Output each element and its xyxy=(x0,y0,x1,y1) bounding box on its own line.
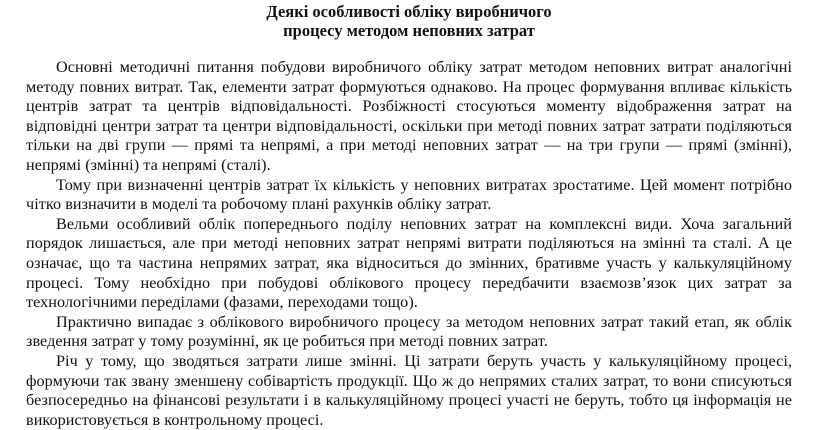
title-spacing xyxy=(26,40,792,58)
title-line-2: процесу методом неповних затрат xyxy=(283,21,535,40)
paragraph-4: Практично випадає з облікового виробничого процесу за методом неповних затрат такий етап, як облік зведення затрат у тому розумінні, як це робиться при методі повних затрат. xyxy=(26,312,792,351)
title-line-1: Деякі особливості обліку виробничого xyxy=(266,2,552,21)
paragraph-5: Річ у тому, що зводяться затрати лише змінні. Ці затрати беруть участь у калькуляційному процесі, формуючи так звану зменшену собівартість продукції. Що ж до непрямих сталих затрат, то вони списуються безпосередньо на фінансові результати і в калькуляційному процесі участі не беруть, тобто ця інформація не використовується в контрольному процесі. xyxy=(26,351,792,429)
document-title xyxy=(26,2,792,40)
paragraph-1: Основні методичні питання побудови виробничого обліку затрат методом неповних витрат аналогічні методу повних витрат. Так, елементи затрат формуються однаково. На процес формування впливає кількість центрів затрат та центрів відповідальності. Розбіжності стосуються моменту відображення затрат на відповідні центри затрат та центри відповідальності, оскільки при методі повних затрат затрати поділяються тільки на дві групи — прямі та непрямі, а при методі неповних затрат — на три групи — прямі (змінні), непрямі (змінні) та непрямі (сталі). xyxy=(26,58,792,174)
paragraph-2: Тому при визначенні центрів затрат їх кількість у неповних витратах зростатиме. Цей момент потрібно чітко визначити в моделі та робочому плані рахунків обліку затрат. xyxy=(26,175,792,214)
paragraph-3: Вельми особливий облік попереднього поділу неповних затрат на комплексні види. Хоча загальний порядок лишається, але при методі неповних затрат непрямі витрати поділяються на змінні та сталі. А це означає, що та частина непрямих затрат, яка відноситься до змінних, бративме участь у калькуляційному процесі. Тому необхідно при побудові облікового процесу передбачити взаємозв’язок цих затрат за технологічними переділами (фазами, переходами тощо). xyxy=(26,214,792,312)
